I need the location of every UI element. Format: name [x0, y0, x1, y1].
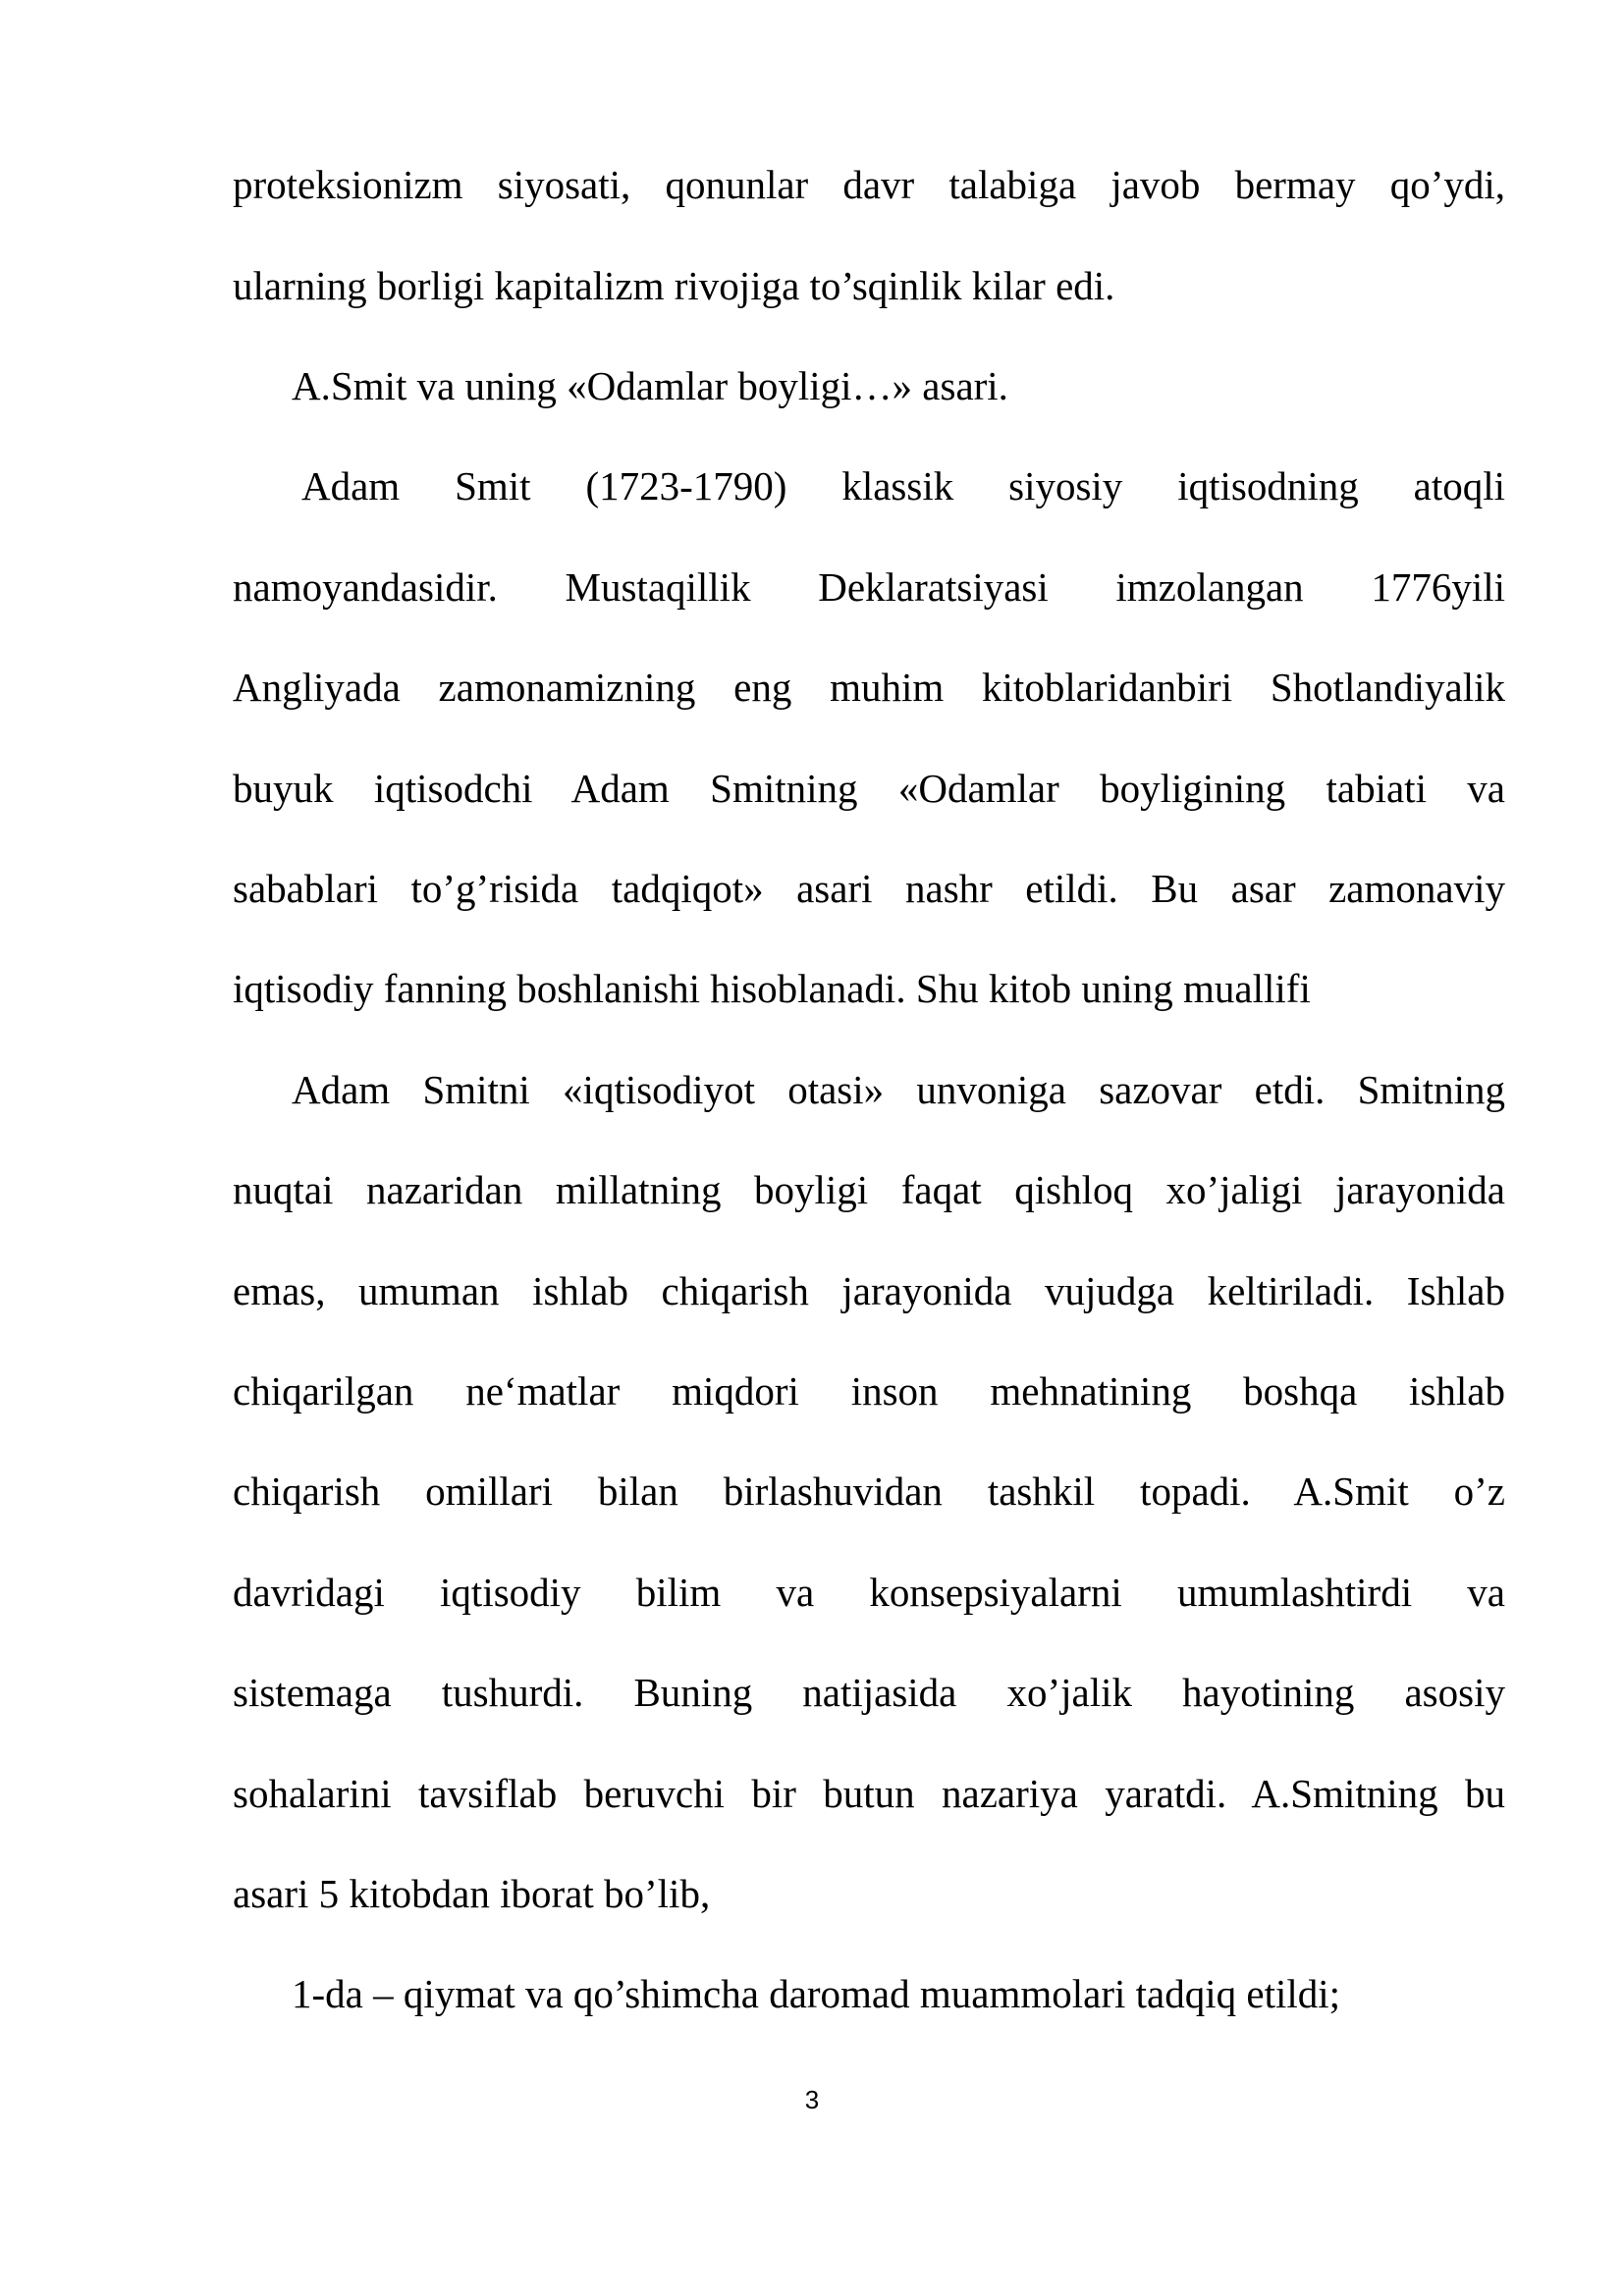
text-line: asari 5 kitobdan iborat bo’lib, — [233, 1871, 711, 1916]
text-line: Angliyada zamonamizning eng muhim kitoblaridanbiri Shotlandiyalik — [233, 665, 1505, 710]
text-line: 1-da – qiymat va qo’shimcha daromad muammolari tadqiq etildi; — [292, 1971, 1341, 2016]
text-line: namoyandasidir. Mustaqillik Deklaratsiyasi imzolangan 1776yili — [233, 564, 1505, 610]
section-heading: A.Smit va uning «Odamlar boyligi…» asari. — [292, 363, 1008, 408]
text-line: davridagi iqtisodiy bilim va konsepsiyalarni umumlashtirdi va — [233, 1570, 1505, 1615]
text-line: nuqtai nazaridan millatning boyligi faqat qishloq xo’jaligi jarayonida — [233, 1167, 1505, 1212]
text-line: sohalarini tavsiflab beruvchi bir butun nazariya yaratdi. A.Smitning bu — [233, 1771, 1505, 1816]
text-line: Adam Smitni «iqtisodiyot otasi» unvoniga sazovar etdi. Smitning — [292, 1067, 1505, 1112]
text-line: proteksionizm siyosati, qonunlar davr talabiga javob bermay qo’ydi, — [233, 162, 1505, 207]
page-number: 3 — [804, 2085, 820, 2114]
text-line: emas, umuman ishlab chiqarish jarayonida vujudga keltiriladi. Ishlab — [233, 1268, 1505, 1313]
text-line: Adam Smit (1723-1790) klassik siyosiy iqtisodning atoqli — [301, 463, 1505, 508]
text-line: sabablari to’g’risida tadqiqot» asari nashr etildi. Bu asar zamonaviy — [233, 866, 1505, 911]
text-line: iqtisodiy fanning boshlanishi hisoblanadi. Shu kitob uning muallifi — [233, 966, 1311, 1011]
text-line: buyuk iqtisodchi Adam Smitning «Odamlar boyligining tabiati va — [233, 766, 1505, 811]
text-line: chiqarish omillari bilan birlashuvidan tashkil topadi. A.Smit o’z — [233, 1468, 1505, 1514]
text-line: chiqarilgan ne‘matlar miqdori inson mehnatining boshqa ishlab — [233, 1368, 1505, 1414]
text-line: ularning borligi kapitalizm rivojiga to’sqinlik kilar edi. — [233, 263, 1115, 308]
text-line: sistemaga tushurdi. Buning natijasida xo’jalik hayotining asosiy — [233, 1670, 1505, 1715]
